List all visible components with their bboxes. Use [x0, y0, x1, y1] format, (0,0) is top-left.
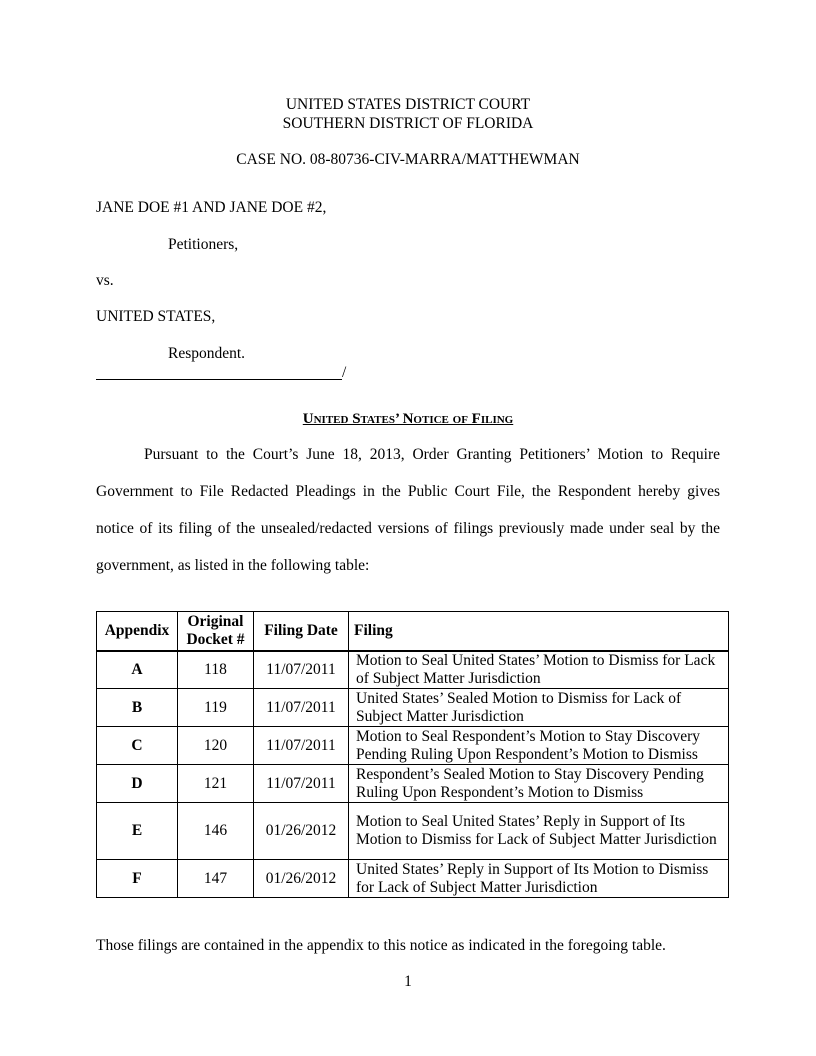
case-number: CASE NO. 08-80736-CIV-MARRA/MATTHEWMAN [236, 151, 580, 168]
table-row [97, 651, 729, 689]
cell-filing: United States’ Reply in Support of Its Motion to Dismiss for Lack of Subject Matter Jurisdiction [349, 860, 729, 898]
cell-docket: 121 [178, 765, 254, 803]
petitioners-role: Petitioners, [168, 236, 239, 253]
header-appendix: Appendix [97, 612, 178, 651]
court-name: UNITED STATES DISTRICT COURT [285, 96, 531, 113]
cell-date: 01/26/2012 [254, 860, 349, 898]
cell-appendix: E [97, 803, 178, 860]
table-row [97, 765, 729, 803]
cell-docket: 118 [178, 651, 254, 689]
respondent-role: Respondent. [168, 345, 246, 362]
versus: vs. [96, 272, 114, 289]
paragraph-line-3: notice of its filing of the unsealed/redacted versions of filings previously made under seal by the [96, 520, 720, 537]
cell-filing: Motion to Seal Respondent’s Motion to Stay Discovery Pending Ruling Upon Respondent’s Motion to Dismiss [349, 727, 729, 765]
cell-filing: Respondent’s Sealed Motion to Stay Discovery Pending Ruling Upon Respondent’s Motion to Dismiss [349, 765, 729, 803]
cell-date: 01/26/2012 [254, 803, 349, 860]
cell-date: 11/07/2011 [254, 765, 349, 803]
table-row [97, 860, 729, 898]
closing-sentence: Those filings are contained in the appendix to this notice as indicated in the foregoing table. [96, 937, 666, 954]
cell-date: 11/07/2011 [254, 727, 349, 765]
header-docket: Original Docket # [178, 612, 254, 651]
caption-rule [96, 379, 342, 380]
cell-docket: 146 [178, 803, 254, 860]
table-row [97, 689, 729, 727]
cell-appendix: F [97, 860, 178, 898]
cell-filing: United States’ Sealed Motion to Dismiss for Lack of Subject Matter Jurisdiction [349, 689, 729, 727]
filings-table [96, 611, 729, 898]
petitioners-name: JANE DOE #1 AND JANE DOE #2, [96, 199, 327, 216]
paragraph-line-2: Government to File Redacted Pleadings in the Public Court File, the Respondent hereby gives [96, 483, 720, 500]
cell-appendix: D [97, 765, 178, 803]
cell-appendix: A [97, 651, 178, 689]
cell-filing: Motion to Seal United States’ Reply in Support of Its Motion to Dismiss for Lack of Subject Matter Jurisdiction [349, 803, 729, 860]
header-filing-date: Filing Date [254, 612, 349, 651]
cell-docket: 120 [178, 727, 254, 765]
paragraph-line-4: government, as listed in the following table: [96, 557, 370, 574]
court-district: SOUTHERN DISTRICT OF FLORIDA [282, 115, 534, 132]
cell-appendix: B [97, 689, 178, 727]
cell-docket: 147 [178, 860, 254, 898]
cell-date: 11/07/2011 [254, 651, 349, 689]
table-row [97, 727, 729, 765]
cell-date: 11/07/2011 [254, 689, 349, 727]
cell-docket: 119 [178, 689, 254, 727]
caption-rule-end: / [342, 364, 347, 381]
cell-filing: Motion to Seal United States’ Motion to Dismiss for Lack of Subject Matter Jurisdiction [349, 651, 729, 689]
page-number: 1 [404, 973, 412, 990]
respondent-name: UNITED STATES, [96, 308, 216, 325]
table-header-row [97, 612, 729, 651]
header-filing: Filing [349, 612, 729, 651]
document-title: United States’ Notice of Filing [302, 411, 514, 427]
table-row [97, 803, 729, 860]
cell-appendix: C [97, 727, 178, 765]
paragraph-line-1: Pursuant to the Court’s June 18, 2013, Order Granting Petitioners’ Motion to Require [144, 446, 720, 463]
